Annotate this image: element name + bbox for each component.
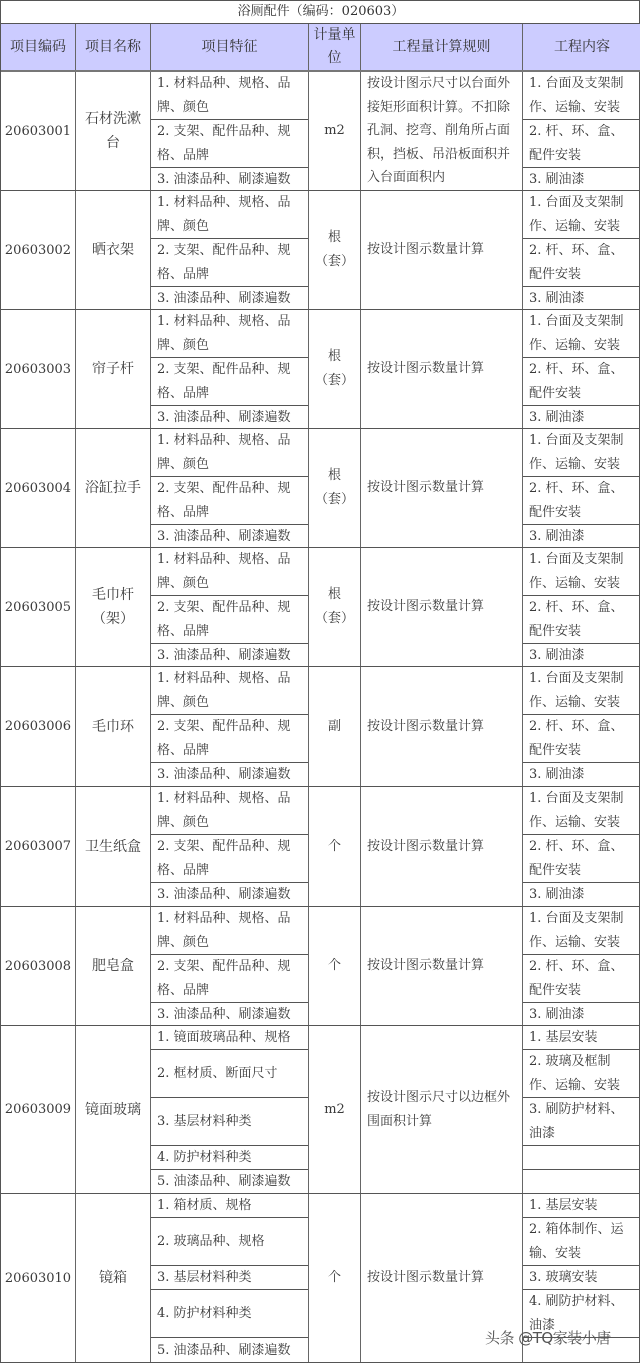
feature-item: 1. 材料品种、规格、品牌、颜色 [151,429,308,477]
work-content-cell [523,667,640,786]
unit-of-measure: 副 [309,667,361,786]
feature-item: 1. 材料品种、规格、品牌、颜色 [151,787,308,835]
work-content-cell [523,787,640,906]
feature-item: 1. 材料品种、规格、品牌、颜色 [151,72,308,120]
work-item: 2. 箱体制作、运输、安装 [523,1218,640,1266]
item-code: 20603008 [1,907,76,1025]
item-features-cell [151,667,309,786]
work-item: 3. 刷油漆 [529,409,585,425]
work-item: 1. 台面及支架制作、运输、安装 [523,907,640,955]
work-item: 2. 杆、环、盒、配件安装 [523,596,640,644]
unit-of-measure: 根（套） [309,310,361,428]
calculation-rule: 按设计图示数量计算 [361,429,523,547]
work-item: 2. 杆、环、盒、配件安装 [523,955,640,1003]
item-features-cell [151,787,309,906]
feature-item: 3. 油漆品种、刷漆遍数 [157,171,291,187]
feature-item: 1. 材料品种、规格、品牌、颜色 [151,191,308,239]
table-row [1,548,640,667]
feature-item: 2. 玻璃品种、规格 [151,1218,308,1266]
work-item: 3. 刷油漆 [529,528,585,544]
work-item: 1. 台面及支架制作、运输、安装 [523,429,640,477]
unit-of-measure: 根（套） [309,548,361,666]
work-content-cell [523,191,640,309]
feature-item: 3. 油漆品种、刷漆遍数 [157,1006,291,1022]
feature-item: 4. 防护材料种类 [151,1146,308,1170]
item-name: 镜面玻璃 [76,1026,151,1193]
header-features: 项目特征 [151,24,309,70]
work-item: 4. 刷防护材料、油漆 [523,1290,640,1338]
item-features-cell [151,191,309,309]
work-item: 1. 台面及支架制作、运输、安装 [523,191,640,239]
item-features-cell [151,310,309,428]
item-code: 20603001 [1,72,76,190]
feature-item: 3. 油漆品种、刷漆遍数 [157,409,291,425]
calculation-rule: 按设计图示尺寸以台面外接矩形面积计算。不扣除孔洞、挖弯、削角所占面积，挡板、吊沿板面积并入台面面积内 [361,72,523,190]
header-unit: 计量单位 [309,24,361,70]
table-row [1,1026,640,1194]
table-row [1,191,640,310]
item-code: 20603002 [1,191,76,309]
work-item: 1. 台面及支架制作、运输、安装 [523,310,640,358]
work-item: 3. 刷油漆 [529,171,585,187]
item-name: 石材洗漱台 [76,72,151,190]
work-item: 2. 玻璃及框制作、运输、安装 [523,1050,640,1098]
work-item: 1. 基层安装 [523,1026,640,1050]
unit-of-measure: m2 [309,1026,361,1193]
item-features-cell [151,429,309,547]
feature-item: 1. 箱材质、规格 [151,1194,308,1218]
work-item: 3. 刷油漆 [529,887,585,903]
item-features-cell [151,548,309,666]
work-item: 3. 玻璃安装 [523,1266,640,1290]
table-header-row [1,24,640,72]
feature-item: 1. 镜面玻璃品种、规格 [151,1026,308,1050]
header-rule: 工程量计算规则 [361,24,523,70]
feature-item: 2. 支架、配件品种、规格、品牌 [151,596,308,644]
feature-item: 2. 支架、配件品种、规格、品牌 [151,715,308,763]
work-item: 3. 刷油漆 [529,290,585,306]
feature-item: 3. 油漆品种、刷漆遍数 [157,528,291,544]
feature-item: 2. 支架、配件品种、规格、品牌 [151,477,308,525]
calculation-rule: 按设计图示数量计算 [361,310,523,428]
calculation-rule: 按设计图示尺寸以边框外围面积计算 [361,1026,523,1193]
work-content-cell [523,548,640,666]
item-name: 晒衣架 [76,191,151,309]
item-name: 镜箱 [76,1194,151,1362]
work-item: 1. 台面及支架制作、运输、安装 [523,787,640,835]
item-code: 20603006 [1,667,76,786]
feature-item: 2. 支架、配件品种、规格、品牌 [151,835,308,883]
unit-of-measure: 个 [309,907,361,1025]
feature-item: 2. 支架、配件品种、规格、品牌 [151,358,308,406]
work-item: 2. 杆、环、盒、配件安装 [523,835,640,883]
table-row [1,310,640,429]
header-work: 工程内容 [554,38,610,55]
feature-item: 3. 油漆品种、刷漆遍数 [157,767,291,783]
feature-item: 1. 材料品种、规格、品牌、颜色 [151,548,308,596]
work-item: 2. 杆、环、盒、配件安装 [523,477,640,525]
work-item: 2. 杆、环、盒、配件安装 [523,358,640,406]
item-features-cell [151,1194,309,1362]
item-features-cell [151,72,309,190]
feature-item: 5. 油漆品种、刷漆遍数 [157,1174,291,1190]
work-item: 3. 刷油漆 [529,767,585,783]
work-item: 3. 刷油漆 [529,647,585,663]
unit-of-measure: 根（套） [309,429,361,547]
calculation-rule: 按设计图示数量计算 [361,548,523,666]
calculation-rule: 按设计图示数量计算 [361,1194,523,1362]
unit-of-measure: 个 [309,1194,361,1362]
item-code: 20603009 [1,1026,76,1193]
calculation-rule: 按设计图示数量计算 [361,907,523,1025]
feature-item: 1. 材料品种、规格、品牌、颜色 [151,667,308,715]
table-title: 浴厕配件（编码：020603） [1,0,640,24]
calculation-rule: 按设计图示数量计算 [361,191,523,309]
work-item: 1. 基层安装 [523,1194,640,1218]
feature-item: 1. 材料品种、规格、品牌、颜色 [151,310,308,358]
calculation-rule: 按设计图示数量计算 [361,787,523,906]
header-name: 项目名称 [76,24,151,70]
feature-item: 2. 支架、配件品种、规格、品牌 [151,955,308,1003]
watermark: 头条 @TQ家装小唐 [485,1329,611,1347]
item-code: 20603003 [1,310,76,428]
item-code: 20603010 [1,1194,76,1362]
item-features-cell [151,907,309,1025]
item-name: 肥皂盒 [76,907,151,1025]
work-content-cell [523,310,640,428]
work-item: 1. 台面及支架制作、运输、安装 [523,548,640,596]
work-content-cell [523,1026,640,1193]
item-code: 20603007 [1,787,76,906]
item-name: 毛巾杆（架） [76,548,151,666]
feature-item: 3. 油漆品种、刷漆遍数 [157,887,291,903]
item-code: 20603005 [1,548,76,666]
item-features-cell [151,1026,309,1193]
work-item: 1. 台面及支架制作、运输、安装 [523,667,640,715]
work-item: 3. 刷防护材料、油漆 [523,1098,640,1146]
table-row [1,667,640,787]
work-content-cell [523,72,640,190]
unit-of-measure: 根（套） [309,191,361,309]
feature-item: 2. 框材质、断面尺寸 [151,1050,308,1098]
work-item: 2. 杆、环、盒、配件安装 [523,120,640,168]
item-code: 20603004 [1,429,76,547]
item-name: 浴缸拉手 [76,429,151,547]
work-content-cell [523,429,640,547]
work-item: 2. 杆、环、盒、配件安装 [523,715,640,763]
feature-item: 3. 基层材料种类 [151,1098,308,1146]
work-item: 2. 杆、环、盒、配件安装 [523,239,640,287]
item-name: 毛巾环 [76,667,151,786]
header-code: 项目编码 [1,24,76,70]
work-content-cell [523,907,640,1025]
table-row [1,429,640,548]
work-item: 1. 台面及支架制作、运输、安装 [523,72,640,120]
feature-item: 3. 基层材料种类 [151,1266,308,1290]
item-name: 卫生纸盒 [76,787,151,906]
feature-item: 1. 材料品种、规格、品牌、颜色 [151,907,308,955]
table-row [1,907,640,1026]
feature-item: 2. 支架、配件品种、规格、品牌 [151,239,308,287]
table-row [1,787,640,907]
unit-of-measure: 个 [309,787,361,906]
feature-item: 3. 油漆品种、刷漆遍数 [157,647,291,663]
table-row [1,72,640,191]
unit-of-measure: m2 [309,72,361,190]
calculation-rule: 按设计图示数量计算 [361,667,523,786]
feature-item: 5. 油漆品种、刷漆遍数 [157,1342,291,1358]
feature-item: 4. 防护材料种类 [151,1290,308,1338]
work-item [523,1146,640,1170]
work-item [523,1170,640,1194]
work-item: 3. 刷油漆 [529,1006,585,1022]
item-name: 帘子杆 [76,310,151,428]
feature-item: 2. 支架、配件品种、规格、品牌 [151,120,308,168]
feature-item: 3. 油漆品种、刷漆遍数 [157,290,291,306]
